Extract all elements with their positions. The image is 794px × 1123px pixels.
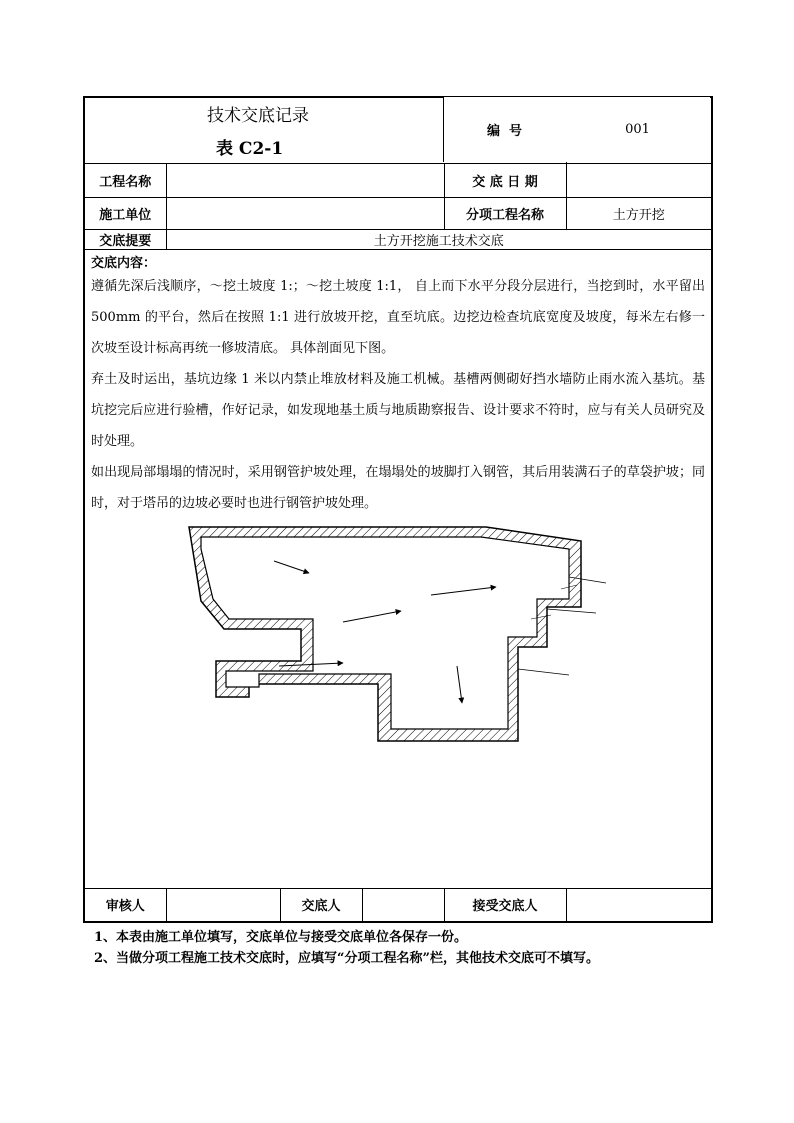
construction-unit-label: 施工单位 (84, 197, 166, 229)
subproject-value[interactable]: 土方开挖 (566, 197, 712, 229)
number-label: 编 号 (486, 124, 523, 139)
receiver-label: 接受交底人 (444, 888, 566, 922)
content-label: 交底内容： (91, 255, 157, 271)
date-value[interactable] (566, 163, 712, 197)
excavation-plan-diagram (91, 519, 701, 749)
content-paragraph-3: 如出现局部塌塌的情况时，采用钢管护坡处理，在塌塌处的坡脚打入钢管，其后用装满石子的草袋护坡；同时，对于塔吊的边坡必要时也进行钢管护坡处理。 (91, 464, 706, 511)
content-paragraph-2: 弃土及时运出，基坑边缘 1 米以内禁止堆放材料及施工机械。基槽两侧砌好挡水墙防止雨水流入基坑。基坑挖完后应进行验槽，作好记录，如发现地基土质与地质勘察报告、设计要求不符时，应与有关人员研究及时处理。 (91, 371, 706, 449)
reviewer-value[interactable] (166, 888, 280, 922)
form-title: 技术交底记录 (207, 106, 309, 127)
footnote-1: 1、本表由施工单位填写，交底单位与接受交底单位各保存一份。 (94, 930, 468, 945)
reviewer-label: 审核人 (84, 888, 166, 922)
subproject-label: 分项工程名称 (444, 197, 566, 229)
content-cell (84, 249, 712, 888)
project-name-value[interactable] (166, 163, 444, 197)
construction-unit-value[interactable] (166, 197, 444, 229)
number-value-cell[interactable] (565, 97, 710, 162)
footnotes (94, 927, 599, 969)
disclosure-form (83, 96, 713, 923)
summary-value[interactable]: 土方开挖施工技术交底 (166, 229, 712, 249)
date-label: 交 底 日 期 (444, 163, 566, 197)
content-paragraph-1: 遵循先深后浅顺序，～挖土坡度 1:；～挖土坡度 1:1， 自上而下水平分段分层进行，当挖到时，水平留出 500mm 的平台，然后在按照 1:1 进行放坡开挖，直至坑底。边挖边检查坑底宽度及坡度，每米左右修一次坡至设计标高再统一修坡清底。 具体剖面见下图。 (91, 278, 706, 356)
footnote-2: 2、当做分项工程施工技术交底时，应填写“分项工程名称”栏，其他技术交底可不填写。 (94, 951, 600, 966)
discloser-label: 交底人 (280, 888, 362, 922)
number-label-cell (443, 97, 566, 162)
project-name-label: 工程名称 (84, 163, 166, 197)
number-value: 001 (625, 122, 650, 137)
summary-label: 交底提要 (84, 229, 166, 249)
receiver-value[interactable] (566, 888, 712, 922)
discloser-value[interactable] (362, 888, 444, 922)
form-number-code: 表 C2-1 (216, 139, 284, 160)
